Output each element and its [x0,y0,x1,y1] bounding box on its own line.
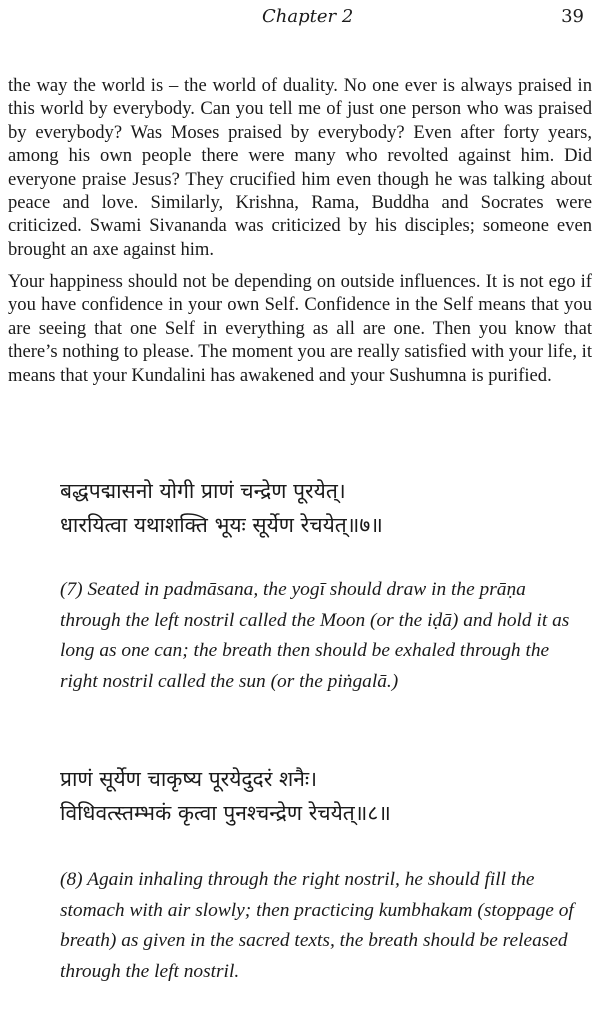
verse-line: धारयित्वा यथाशक्ति भूयः सूर्येण रेचयेत्॥७॥ [60,513,383,537]
body-paragraph: the way the world is – the world of duality. No one ever is always praised in this world by everybody. Can you tell me of just one person who was praised by everybody? Was Moses praised by everybody? Even after forty years, among his own people there were many who revolted against him. Did everyone praise Jesus? They crucified him even though he was talking about peace and love. Similarly, Krishna, Rama, Buddha and Socrates were criticized. Swami Sivananda was criticized by his disciples; someone even brought an axe against him. [8,75,592,260]
body-paragraph: Your happiness should not be depending on outside influences. It is not ego if you have confidence in your own Self. Confidence in the Self means that you are seeing that one Self in everything as all are one. Then you know that there’s nothing to please. The moment you are really satisfied with your life, it means that your Kundalini has awakened and your Sushumna is purified. [8,271,592,386]
verse-line: प्राणं सूर्येण चाकृष्य पूरयेदुदरं शनैः। [60,767,318,791]
verse-line: विधिवत्स्तम्भकं कृत्वा पुनश्चन्द्रेण रेचयेत्॥८॥ [60,801,391,825]
chapter-title: Chapter 2 [262,6,354,27]
sanskrit-verse [60,762,580,830]
verse-translation: (7) Seated in padmāsana, the yogī should draw in the prāṇa through the left nostril called the Moon (or the iḍā) and hold it as long as one can; the breath then should be exhaled through the right nostril called the sun (or the piṅgalā.) [60,579,570,692]
page-header [0,4,600,28]
verse-translation: (8) Again inhaling through the right nostril, he should fill the stomach with air slowly; then practicing kumbhakam (stoppage of breath) as given in the sacred texts, the breath should be released through the left nostril. [60,869,574,982]
verse-line: बद्धपद्मासनो योगी प्राणं चन्द्रेण पूरयेत्। [60,479,346,503]
sanskrit-verse [60,474,580,542]
page-number: 39 [561,6,584,27]
